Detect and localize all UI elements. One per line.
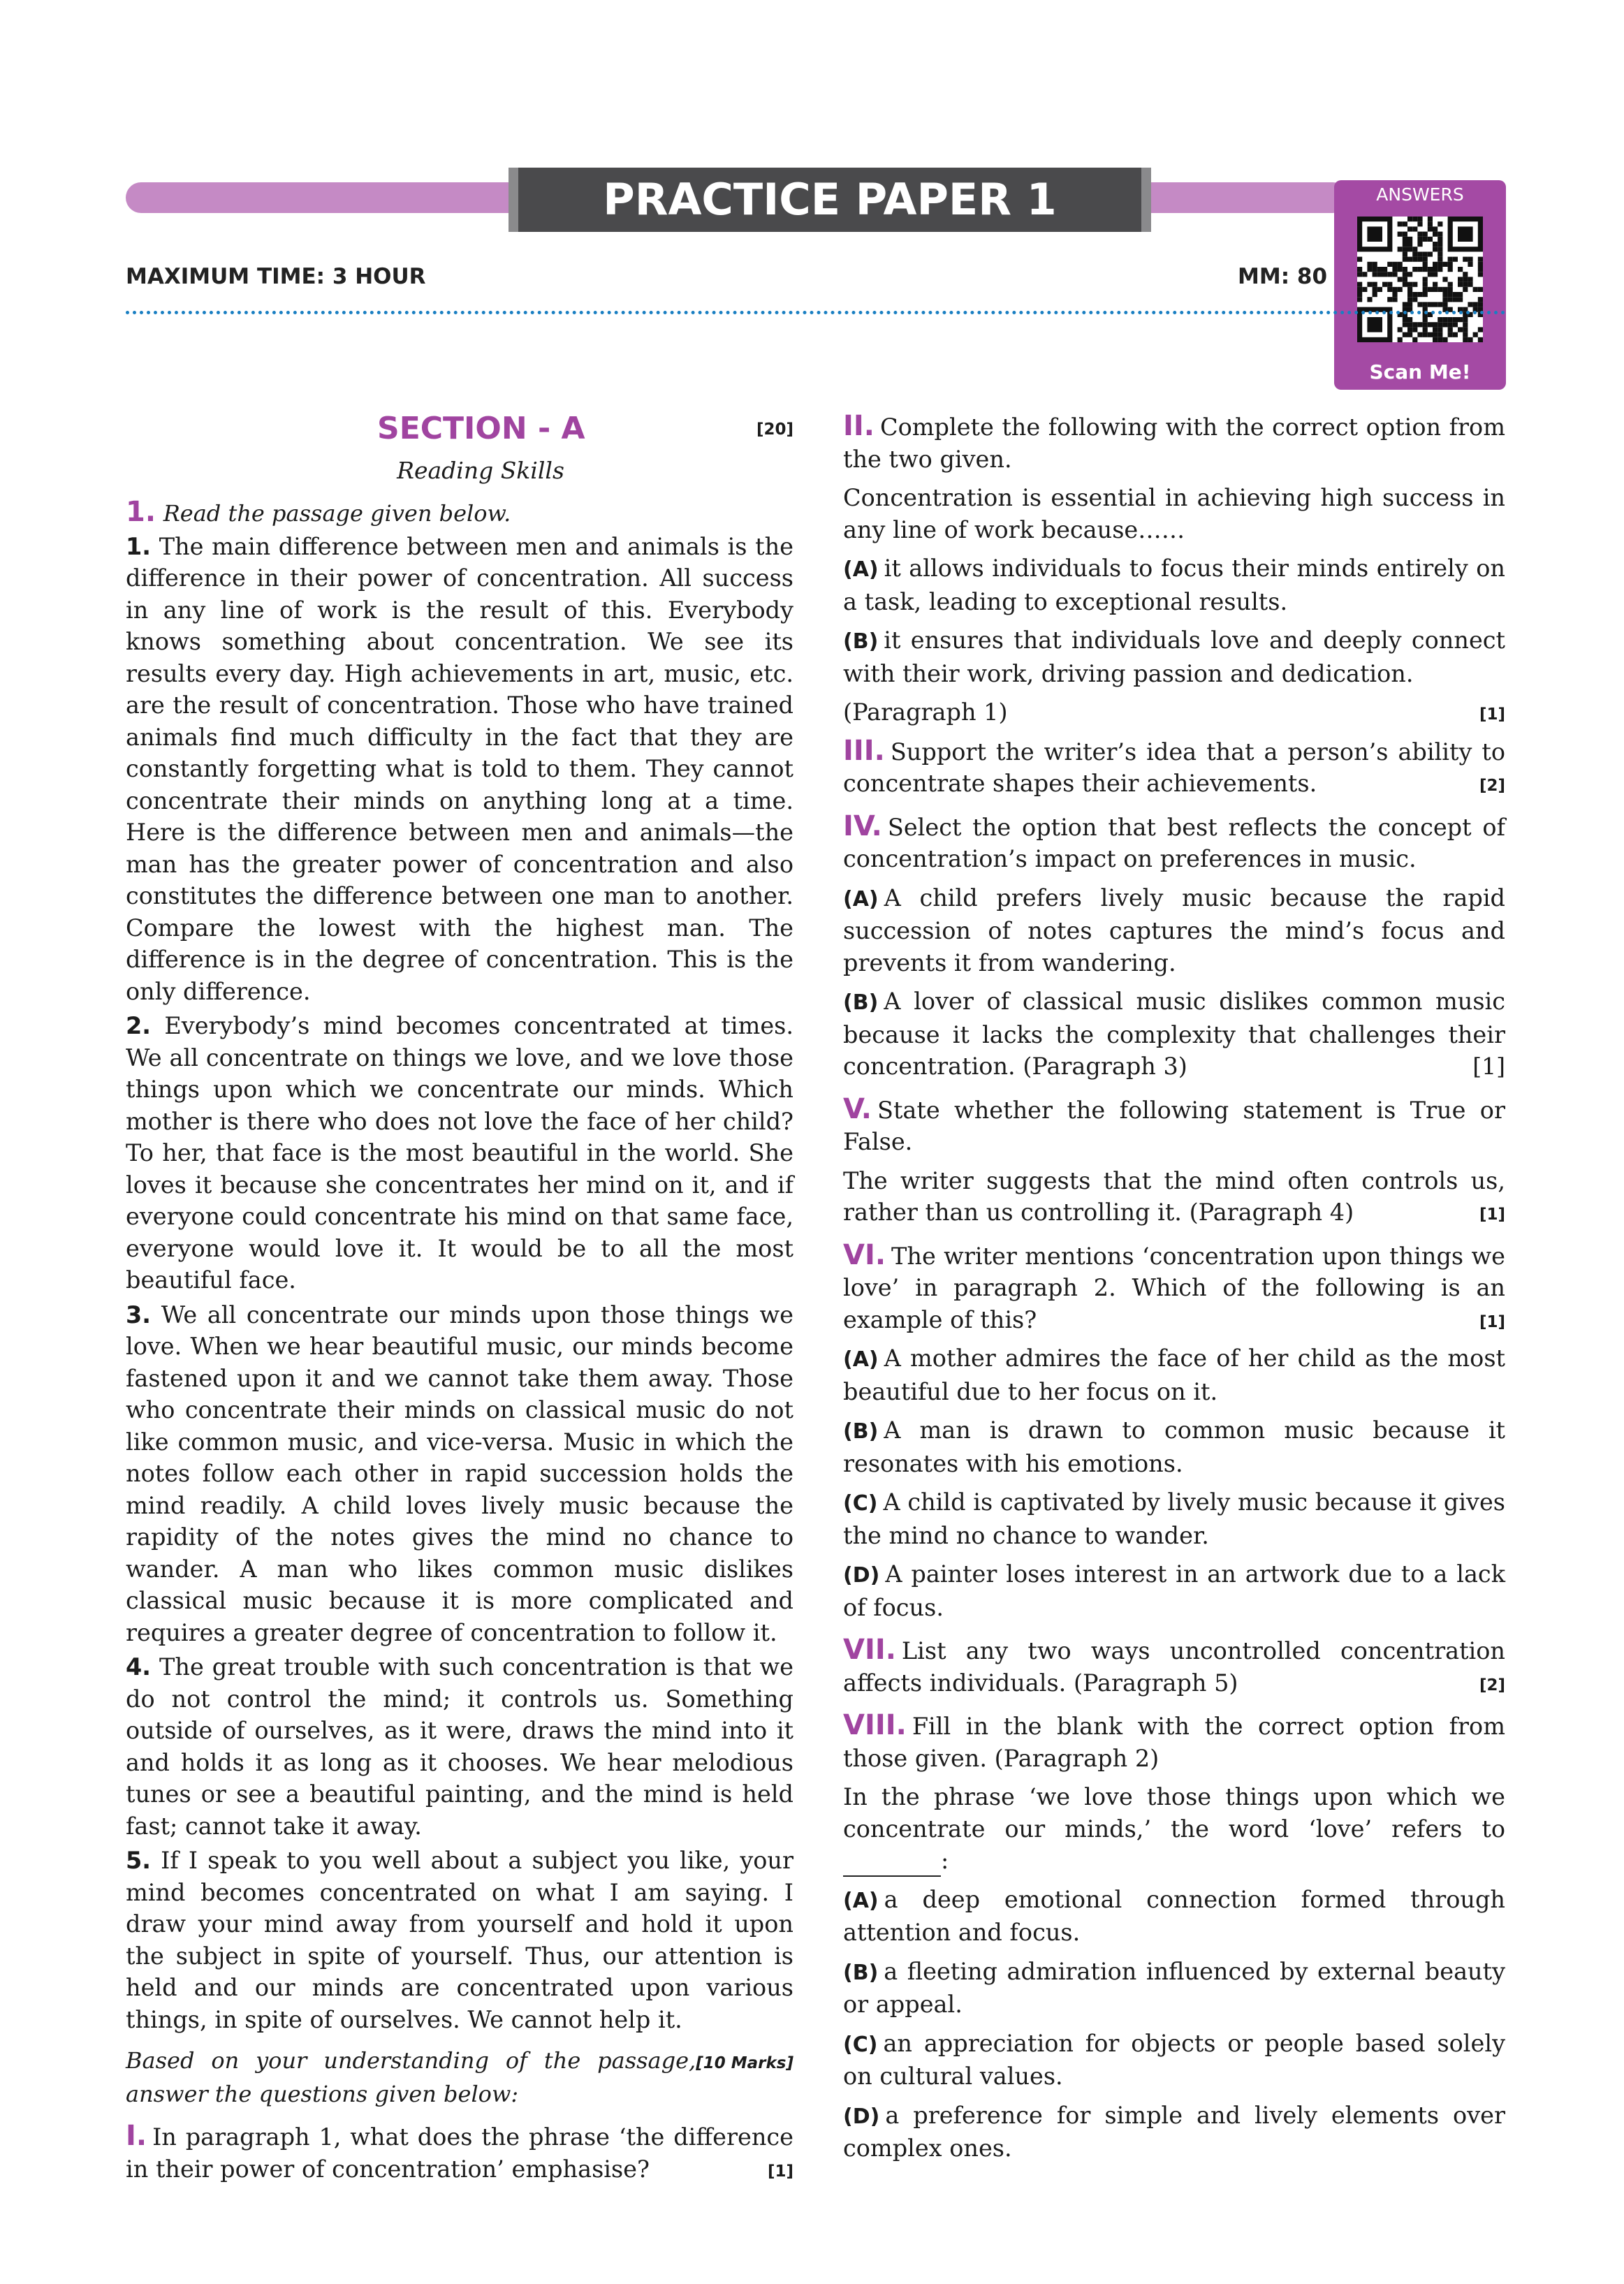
question-text: Complete the following with the correct option from the two given.	[843, 413, 1505, 473]
marks-badge: [2]	[1479, 777, 1505, 795]
option-d	[843, 1558, 1505, 1623]
option-c	[843, 2028, 1505, 2093]
passage-paragraph-5	[126, 1845, 793, 2035]
marks-badge: [1]	[1472, 1053, 1505, 1080]
maximum-marks: MM: 80	[1238, 264, 1328, 289]
section-header	[126, 411, 793, 457]
paragraph-number: 3.	[126, 1301, 152, 1328]
passage-paragraph-3	[126, 1299, 793, 1649]
option-label: (A)	[843, 886, 879, 912]
question-text: Fill in the blank with the correct option from those given. (Paragraph 2)	[843, 1713, 1505, 1772]
question-number: II.	[843, 410, 875, 442]
passage-paragraph-2	[126, 1010, 793, 1296]
paragraph-number: 4.	[126, 1653, 152, 1681]
option-text: a preference for simple and lively elements over complex ones.	[843, 2101, 1505, 2162]
page-title: PRACTICE PAPER 1	[518, 168, 1141, 232]
option-label: (B)	[843, 629, 879, 654]
question-1-intro	[126, 497, 793, 529]
option-a	[843, 1342, 1505, 1407]
marks-badge: [1]	[1479, 1312, 1505, 1331]
option-text: a fleeting admiration influenced by external beauty or appeal.	[843, 1957, 1505, 2018]
section-subtitle: Reading Skills	[397, 457, 564, 484]
option-b	[843, 1414, 1505, 1479]
question-stem: Concentration is essential in achieving high success in any line of work because……	[843, 484, 1505, 543]
question-stem	[843, 1781, 1505, 1877]
marks-badge: [1]	[1479, 1206, 1505, 1224]
option-text: an appreciation for objects or people based solely on cultural values.	[843, 2029, 1505, 2090]
marks-badge: [1]	[767, 2162, 793, 2181]
question-ii	[843, 411, 1505, 475]
option-text: A child is captivated by lively music because it gives the mind no chance to wander.	[843, 1488, 1505, 1549]
option-a	[843, 882, 1505, 979]
stem-text: In the phrase ‘we love those things upon which we concentrate our minds,’ the word ‘love’ refers to	[843, 1783, 1505, 1843]
question-viii	[843, 1710, 1505, 1774]
option-text: A lover of classical music dislikes common music because it lacks the complexity that challenges their concentration. (Paragraph 3)	[843, 988, 1505, 1080]
question-stem	[843, 1165, 1505, 1229]
option-label: (D)	[843, 2104, 880, 2129]
passage-paragraph-1	[126, 531, 793, 1008]
marks-badge: [1]	[1479, 705, 1505, 724]
section-marks: [20]	[756, 420, 793, 439]
question-vi	[843, 1240, 1505, 1336]
question-text: The writer mentions ‘concentration upon things we love’ in paragraph 2. Which of the following is an example of this?	[843, 1242, 1505, 1333]
marks-badge: [2]	[1479, 1676, 1505, 1694]
option-text: A child prefers lively music because the rapid succession of notes captures the mind’s focus and prevents it from wandering.	[843, 884, 1505, 976]
option-text: it allows individuals to focus their minds entirely on a task, leading to exceptional results.	[843, 555, 1505, 615]
reference-text: (Paragraph 1)	[843, 698, 1008, 726]
paragraph-reference	[843, 696, 1505, 729]
maximum-time: MAXIMUM TIME: 3 HOUR	[126, 264, 426, 289]
option-label: (C)	[843, 2032, 878, 2057]
option-text: A painter loses interest in an artwork due to a lack of focus.	[843, 1560, 1505, 1621]
question-number: III.	[843, 734, 885, 767]
option-text: A mother admires the face of her child as the most beautiful due to her focus on it.	[843, 1345, 1505, 1405]
paragraph-text: The great trouble with such concentration is that we do not control the mind; it controls us. Something outside of ourselves, as it were, draws the mind into it and holds it as long as it chooses. We hear melodious tunes or see a beautiful painting, and the mind is held fast; cannot take it away.	[126, 1653, 793, 1840]
scan-me-label: Scan Me!	[1369, 360, 1471, 383]
option-label: (A)	[843, 1347, 879, 1372]
option-a	[843, 552, 1505, 617]
option-text: it ensures that individuals love and deeply connect with their work, driving passion and dedication.	[843, 627, 1505, 687]
option-label: (A)	[843, 1888, 879, 1913]
question-v	[843, 1094, 1505, 1158]
question-number: VIII.	[843, 1709, 907, 1741]
question-text: In paragraph 1, what does the phrase ‘the difference in their power of concentration’ emphasise?	[126, 2123, 793, 2183]
left-column	[126, 411, 793, 2188]
question-text: Select the option that best reflects the concept of concentration’s impact on preferences in music.	[843, 813, 1505, 872]
answers-qr-box[interactable]	[1334, 180, 1506, 390]
paragraph-number: 2.	[126, 1012, 152, 1039]
question-number: VII.	[843, 1634, 896, 1666]
question-text: State whether the following statement is True or False.	[843, 1096, 1505, 1155]
question-text: Support the writer’s idea that a person’s ability to concentrate shapes their achievements.	[843, 738, 1505, 797]
answer-blank[interactable]	[843, 1856, 941, 1877]
paragraph-number: 1.	[126, 532, 152, 560]
question-vii	[843, 1634, 1505, 1699]
question-iv	[843, 811, 1505, 875]
question-number: I.	[126, 2120, 147, 2152]
paragraph-number: 5.	[126, 1847, 152, 1874]
question-text: List any two ways uncontrolled concentration affects individuals. (Paragraph 5)	[843, 1637, 1505, 1697]
option-text: a deep emotional connection formed through attention and focus.	[843, 1885, 1505, 1946]
based-on-text: Based on your understanding of the passage, answer the questions given below:	[126, 2047, 696, 2107]
option-b	[843, 986, 1505, 1083]
option-c	[843, 1486, 1505, 1551]
paragraph-text: We all concentrate our minds upon those things we love. When we hear beautiful music, our minds become fastened upon it and we cannot take them away. Those who concentrate their minds on classical music do not like common music, and vice-versa. Music in which the notes follow each other in rapid succession holds the mind readily. A child loves lively music because the rapidity of the notes gives the mind no chance to wander. A man who likes common music dislikes classical music because it is more complicated and requires a greater degree of concentration to follow it.	[126, 1301, 793, 1646]
option-a	[843, 1884, 1505, 1949]
paragraph-text: The main difference between men and animals is the difference in their power of concentration. All success in any line of work is the result of this. Everybody knows something about concentration. We see its results every day. High achievements in art, music, etc. are the result of concentration. Those who have trained animals find much difficulty in the fact that they are constantly forgetting what is told to them. They cannot concentrate their minds on anything long at a time. Here is the difference between men and animals—the man has the greater power of concentration and also constitutes the difference between one man to another. Compare the lowest with the highest man. The difference is in the degree of concentration. This is the only difference.	[126, 532, 794, 1005]
question-iii	[843, 735, 1505, 800]
stem-end: :	[941, 1847, 949, 1874]
option-label: (D)	[843, 1563, 880, 1588]
dotted-divider	[126, 311, 1506, 314]
question-number: IV.	[843, 810, 882, 842]
option-label: (B)	[843, 1960, 879, 1985]
question-number: 1.	[126, 496, 156, 528]
question-number: V.	[843, 1092, 872, 1125]
option-label: (B)	[843, 990, 879, 1015]
section-title: SECTION - A	[377, 411, 585, 446]
question-instruction: Read the passage given below.	[163, 500, 511, 527]
stem-text: The writer suggests that the mind often controls us, rather than us controlling it. (Paragraph 4)	[843, 1166, 1505, 1226]
qr-code-icon[interactable]	[1357, 217, 1483, 342]
marks-badge: [10 Marks]	[696, 2054, 793, 2072]
paragraph-text: If I speak to you well about a subject you like, your mind becomes concentrated on what I am saying. I draw your mind away from yourself and hold it upon the subject in spite of yourself. Thus, our attention is held and our minds are concentrated upon various things, in spite of ourselves. We cannot help it.	[126, 1847, 794, 2033]
question-number: VI.	[843, 1238, 886, 1271]
paragraph-text: Everybody’s mind becomes concentrated at times. We all concentrate on things we love, and we love those things upon which we concentrate our minds. Which mother is there who does not love the face of her child? To her, that face is the most beautiful in the world. She loves it because she concentrates her mind on it, and if everyone could concentrate his mind on that same face, everyone would love it. It would be to all the most beautiful face.	[126, 1012, 794, 1294]
question-i	[126, 2121, 793, 2185]
option-label: (A)	[843, 557, 879, 582]
option-label: (C)	[843, 1491, 878, 1516]
passage-paragraph-4	[126, 1651, 793, 1842]
option-label: (B)	[843, 1419, 879, 1444]
option-b	[843, 1956, 1505, 2021]
based-on-instruction	[126, 2044, 793, 2111]
option-d	[843, 2100, 1505, 2165]
option-b	[843, 624, 1505, 689]
option-text: A man is drawn to common music because it resonates with his emotions.	[843, 1416, 1505, 1477]
right-column	[843, 411, 1505, 2172]
answers-label: ANSWERS	[1376, 184, 1464, 205]
